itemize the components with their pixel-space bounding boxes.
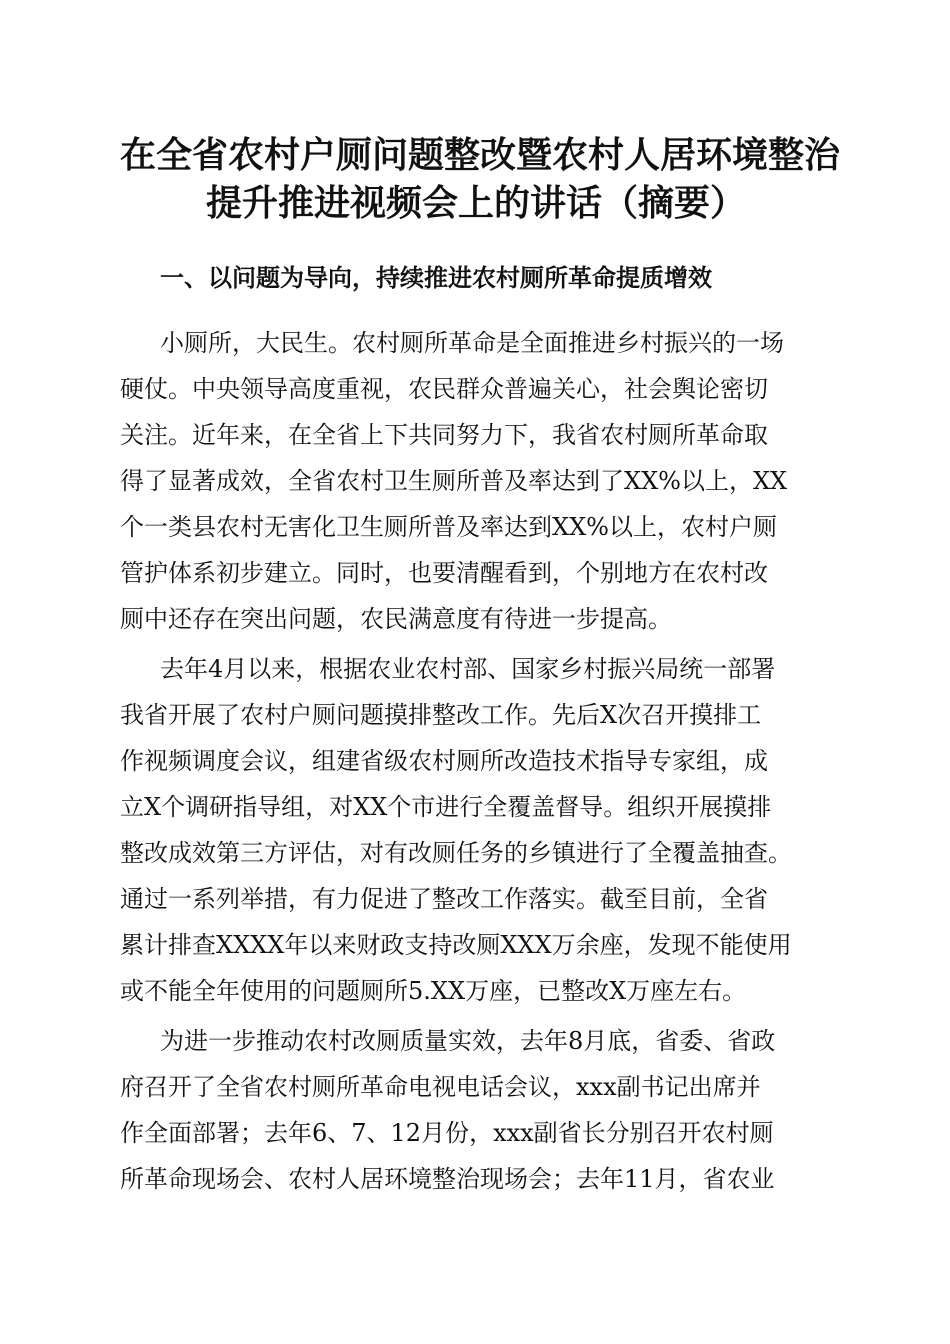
paragraph-line: 关注。近年来，在全省上下共同努力下，我省农村厕所革命取 [120, 421, 768, 449]
title-line: 在全省农村户厕问题整改暨农村人居环境整治 [120, 135, 841, 176]
paragraph-line: 作全面部署；去年6、7、12月份，xxx副省长分别召开农村厕 [120, 1119, 774, 1147]
paragraph-line: 通过一系列举措，有力促进了整改工作落实。截至目前，全省 [120, 885, 768, 913]
paragraph [120, 1018, 850, 1202]
paragraph-line: 硬仗。中央领导高度重视，农民群众普遍关心，社会舆论密切 [120, 375, 768, 403]
paragraph [120, 646, 850, 1014]
paragraph-line: 所革命现场会、农村人居环境整治现场会；去年11月，省农业 [120, 1165, 775, 1193]
paragraph-line: 立X个调研指导组，对XX个市进行全覆盖督导。组织开展摸排 [120, 793, 772, 821]
paragraph-line: 小厕所，大民生。农村厕所革命是全面推进乡村振兴的一场 [160, 329, 784, 357]
paragraph-line: 府召开了全省农村厕所革命电视电话会议，xxx副书记出席并 [120, 1073, 761, 1101]
paragraph-line: 得了显著成效，全省农村卫生厕所普及率达到了XX%以上，XX [120, 467, 788, 495]
paragraph-line: 为进一步推动农村改厕质量实效，去年8月底，省委、省政 [160, 1027, 776, 1055]
paragraph [120, 320, 850, 642]
paragraph-line: 我省开展了农村户厕问题摸排整改工作。先后X次召开摸排工 [120, 701, 762, 729]
paragraph-line: 整改成效第三方评估，对有改厕任务的乡镇进行了全覆盖抽查。 [120, 839, 792, 867]
paragraph-line: 管护体系初步建立。同时，也要清醒看到，个别地方在农村改 [120, 559, 768, 587]
paragraph-line: 累计排查XXXX年以来财政支持改厕XXX万余座，发现不能使用 [120, 931, 792, 959]
section-heading: 一、以问题为导向，持续推进农村厕所革命提质增效 [160, 264, 712, 292]
paragraph-line: 去年4月以来，根据农业农村部、国家乡村振兴局统一部署 [160, 655, 776, 683]
document-title [80, 132, 870, 228]
paragraph-line: 厕中还存在突出问题，农民满意度有待进一步提高。 [120, 605, 672, 633]
body-text [120, 320, 850, 1202]
paragraph-line: 个一类县农村无害化卫生厕所普及率达到XX%以上，农村户厕 [120, 513, 777, 541]
paragraph-line: 作视频调度会议，组建省级农村厕所改造技术指导专家组，成 [120, 747, 768, 775]
title-line: 提升推进视频会上的讲话（摘要） [206, 183, 747, 224]
paragraph-line: 或不能全年使用的问题厕所5.XX万座，已整改X万座左右。 [120, 977, 747, 1005]
